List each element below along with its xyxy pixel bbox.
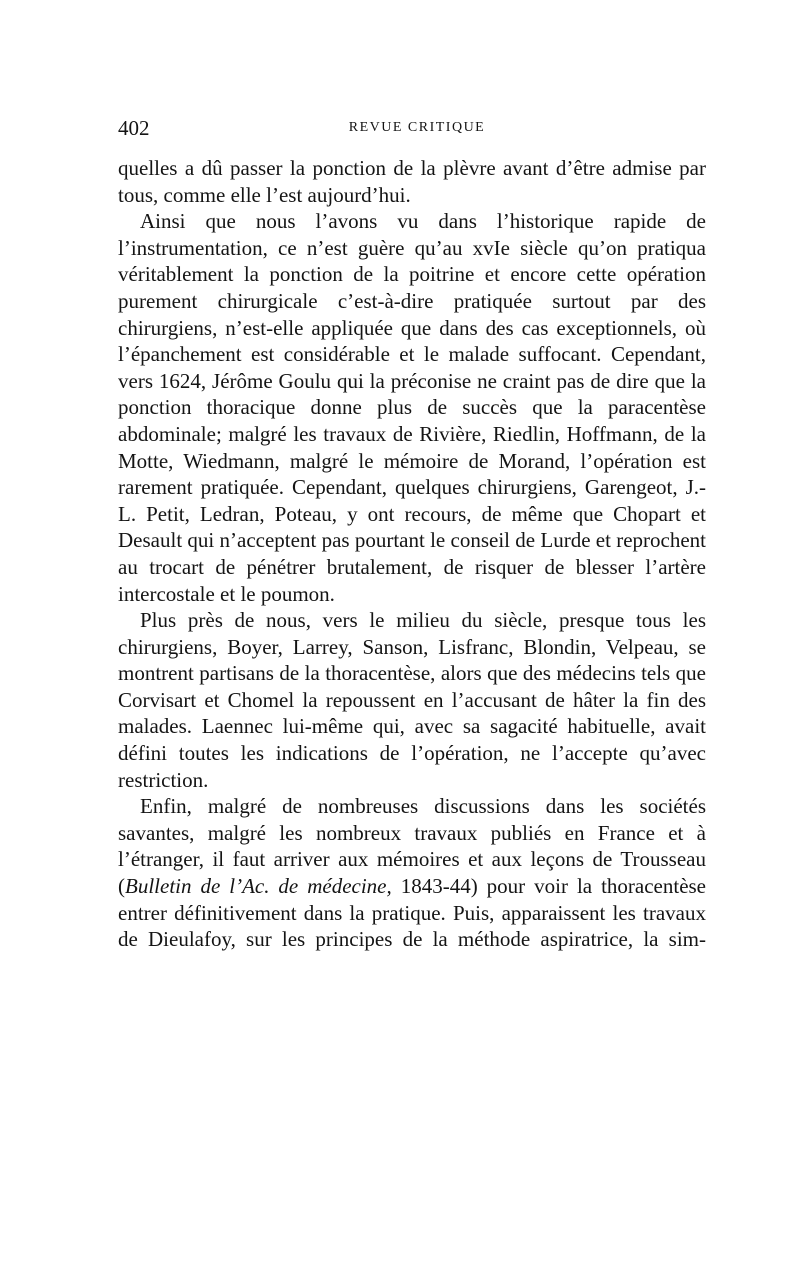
paragraph-2: Ainsi que nous l’avons vu dans l’historique rapide de l’instrumentation, ce n’est guère qu’au xvIe siècle qu’on pratiqua véritablement la ponction de la poitrine et encore cette opération purement chirurgicale c’est-à-dire pratiquée surtout par des chirurgiens, n’est-elle appliquée que dans des cas exceptionnels, où l’épanchement est considérable et le malade suffocant. Cependant, vers 1624, Jérôme Goulu qui la préconise ne craint pas de dire que la ponction thoracique donne plus de succès que la paracentèse abdominale; malgré les travaux de Rivière, Riedlin, Hoffmann, de la Motte, Wiedmann, malgré le mémoire de Morand, l’opération est rarement pratiquée. Cependant, quelques chirurgiens, Garengeot, J.-L. Petit, Ledran, Poteau, y ont recours, de même que Chopart et Desault qui n’acceptent pas pourtant le conseil de Lurde et reprochent au trocart de pénétrer brutalement, de risquer de blesser l’artère intercostale et le poumon. bbox=[118, 209, 706, 606]
paragraph-4 bbox=[118, 793, 706, 953]
paragraph-3: Plus près de nous, vers le milieu du siècle, presque tous les chirurgiens, Boyer, Larrey, Sanson, Lisfranc, Blondin, Velpeau, se montrent partisans de la thoracentèse, alors que des médecins tels que Corvisart et Chomel la repoussent en l’accusant de hâter la fin des malades. Laennec lui-même qui, avec sa sagacité habituelle, avait défini toutes les indications de l’opération, ne l’accepte qu’avec restriction. bbox=[118, 608, 706, 792]
citation-italic: Bulletin de l’Ac. de médecine, bbox=[125, 874, 392, 899]
paragraph-1: quelles a dû passer la ponction de la plèvre avant d’être admise par tous, comme elle l’est aujourd’hui. bbox=[118, 156, 706, 207]
paragraph-4-text-after: 1843-44) pour voir la thoracentèse entrer définitivement dans la pratique. Puis, apparaissent les travaux de Dieulafoy, sur les principes de la méthode aspiratrice, la sim- bbox=[118, 874, 707, 952]
running-head: REVUE CRITIQUE bbox=[348, 120, 486, 135]
page-number: 402 bbox=[118, 116, 150, 140]
body-text bbox=[118, 155, 706, 953]
paragraph-4-text-before: Enfin, malgré de nombreuses discussions dans les sociétés savantes, malgré les nombreux travaux publiés en France et à l’étranger, il faut arriver aux mémoires et aux leçons de Trousseau ( bbox=[118, 794, 706, 899]
page-header bbox=[118, 115, 706, 141]
